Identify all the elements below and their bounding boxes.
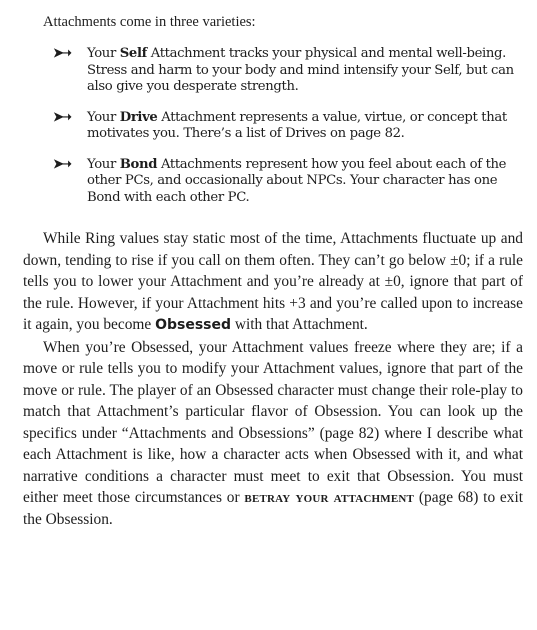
list-item-text: Your Bond Attachments represent how you feel about each of the other PCs, and occasionally about NPCs. Your character has one Bond with each other PC. [87, 156, 507, 205]
term-drive: Drive [119, 109, 158, 125]
list-item-text: Your Self Attachment tracks your physical and mental well-being. Stress and harm to your body and mind intensify your Self, but can also give you desperate strength. [87, 46, 514, 94]
attachment-list [23, 46, 523, 206]
term-obsessed: Obsessed [155, 317, 231, 333]
move-betray-your-attachment: betray your attachment [244, 489, 415, 506]
intro-text: Attachments come in three varieties: [43, 14, 256, 30]
paragraph-obsessed: When you’re Obsessed, your Attachment values freeze where they are; if a move or rule tells you to modify your Attachment values, ignore that part of the move or rule. The player of an Obsessed character must change their role-play to match that Attachment’s particular flavor of Obsession. You can look up the specifics under “Attachments and Obsessions” (page 82) where I describe what each Attachment is like, how a character acts when Obsessed with it, and what narrative conditions a character must meet to exit that Obsession. You must either meet those circumstances or betray your attachment (page 68) to exit the Obsession. [23, 338, 524, 528]
list-item-drive [53, 110, 523, 143]
arrow-bullet-icon: ➤➝ [53, 109, 69, 125]
arrow-bullet-icon: ➤➝ [53, 46, 69, 61]
list-item-self [53, 46, 523, 96]
list-item-bond [53, 157, 523, 207]
paragraph-ring-values: While Ring values stay static most of the time, Attachments fluctuate up and down, tending to rise if you call on them often. They can’t go below ±0; if a rule tells you to lower your Attachment and you’re already at ±0, ignore that part of the rule. However, if your Attachment hits +3 and you’re called upon to increase it again, you become Obsessed with that Attachment. [23, 230, 523, 333]
list-item-text: Your Drive Attachment represents a value, virtue, or concept that motivates you. There’s a list of Drives on page 82. [87, 109, 507, 141]
arrow-bullet-icon: ➤➝ [53, 156, 69, 172]
term-self: Self [119, 46, 147, 61]
term-bond: Bond [119, 156, 158, 172]
